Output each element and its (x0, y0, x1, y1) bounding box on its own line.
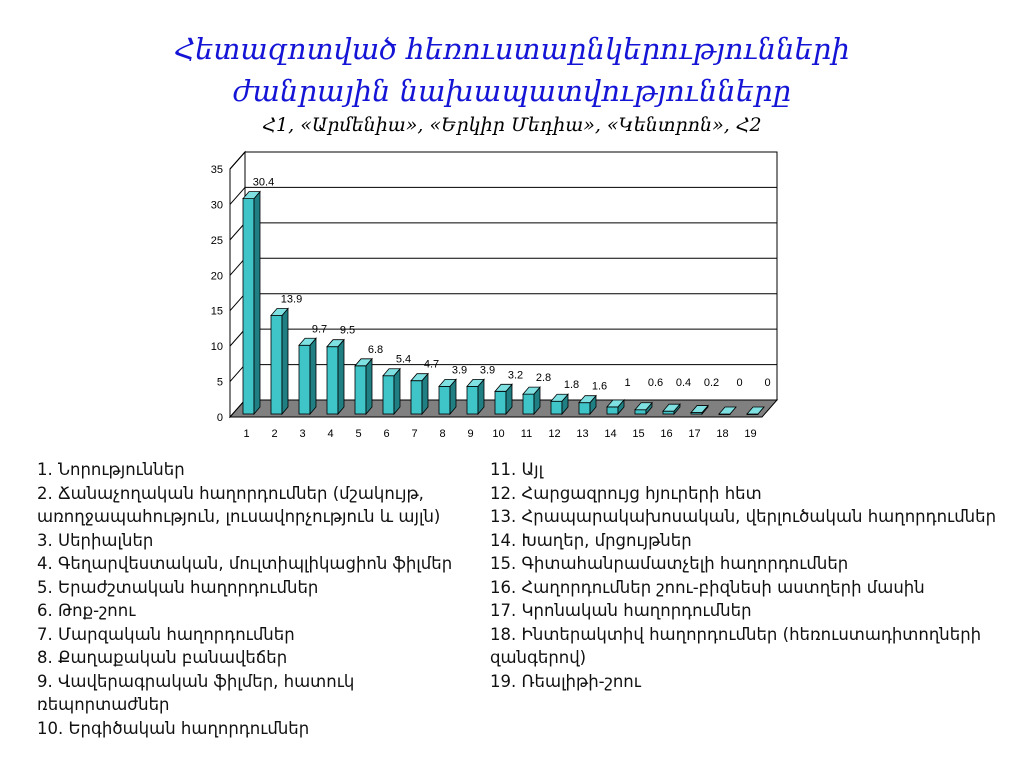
bar (411, 381, 422, 414)
data-label: 4.7 (423, 358, 440, 371)
data-label: 0.6 (647, 377, 664, 389)
x-tick-label: 7 (411, 428, 418, 440)
bar (327, 347, 338, 414)
data-label: 9.7 (311, 323, 328, 336)
legend-item: 17. Կրոնական հաղորդումներ (490, 601, 752, 620)
bar (271, 316, 282, 414)
data-label: 1.6 (591, 380, 608, 393)
data-label: 3.9 (451, 364, 468, 377)
chart-title-line-2: ժանրային նախապատվությունները (232, 74, 792, 108)
x-tick-label: 5 (355, 428, 362, 440)
legend-item: 1. Նորություններ (37, 460, 185, 479)
legend-item: 9. Վավերագրական ֆիլմեր, հատուկ ռեպորտաժներ (37, 671, 355, 714)
y-tick-label: 30 (210, 199, 223, 212)
data-label: 0 (764, 377, 771, 389)
x-tick-label: 2 (271, 428, 278, 440)
data-label: 30.4 (252, 176, 275, 189)
bar (439, 386, 450, 414)
y-tick-label: 25 (210, 234, 223, 247)
x-tick-label: 9 (467, 428, 474, 440)
legend-item: 5. Երաժշտական հաղորդումներ (37, 577, 319, 597)
legend-item: 2. Ճանաչողական հաղորդումներ (մշակույթ, առողջապահություն, լուսավորչություն և այլն) (37, 483, 441, 526)
data-label: 13.9 (280, 293, 303, 306)
x-tick-label: 16 (660, 428, 673, 440)
x-tick-label: 18 (716, 428, 729, 440)
legend-item: 18. Ինտերակտիվ հաղորդումներ (հեռուստադիտողների զանգերով) (490, 624, 982, 667)
plot-back-wall (245, 152, 777, 400)
legend-item: 11. Այլ (490, 460, 544, 479)
x-tick-label: 13 (576, 428, 589, 440)
x-tick-label: 19 (744, 428, 757, 440)
data-label: 9.5 (339, 324, 356, 337)
y-tick-label: 35 (210, 164, 223, 176)
x-tick-label: 4 (327, 428, 334, 440)
bar-side (282, 309, 288, 414)
data-label: 2.8 (535, 372, 552, 385)
bar (243, 199, 254, 414)
x-tick-label: 6 (383, 428, 390, 440)
bar (607, 407, 618, 414)
data-label: 0.4 (675, 377, 692, 389)
bar (579, 403, 590, 414)
x-tick-label: 11 (520, 428, 533, 440)
bar-side (254, 192, 260, 414)
data-label: 0.2 (703, 377, 720, 389)
chart-title-line-1: Հետազոտված հեռուստաընկերությունների (174, 32, 850, 66)
data-label: 0 (736, 377, 743, 389)
x-tick-label: 15 (632, 428, 645, 440)
x-tick-label: 10 (492, 428, 505, 440)
y-tick-label: 15 (210, 305, 223, 318)
x-tick-label: 17 (688, 428, 701, 440)
bar (663, 411, 674, 414)
bar (551, 401, 562, 414)
y-tick-label: 5 (216, 376, 223, 389)
data-label: 1.8 (563, 379, 580, 392)
data-label: 3.2 (507, 369, 524, 382)
chart-subtitle: Հ1, «Արմենիա», «Երկիր Մեդիա», «Կենտրոն», Հ2 (262, 114, 762, 136)
x-tick-label: 14 (604, 428, 617, 440)
legend-item: 15. Գիտահանրամատչելի հաղորդումներ (490, 554, 849, 573)
data-label: 3.9 (479, 364, 496, 377)
legend-right (490, 458, 1010, 693)
bar (495, 391, 506, 414)
bar (635, 410, 646, 414)
bar-side (338, 340, 344, 414)
bar-side (366, 359, 372, 414)
legend-item: 10. Երգիծական հաղորդումներ (37, 718, 310, 738)
y-tick-label: 10 (210, 341, 223, 354)
legend-item: 7. Մարզական հաղորդումներ (37, 624, 295, 644)
bar-side (394, 369, 400, 414)
data-label: 5.4 (395, 353, 412, 366)
bar-side (310, 338, 316, 414)
x-tick-label: 12 (548, 428, 561, 440)
legend-item: 16. Հաղորդումներ շոու-բիզնեսի աստղերի մասին (490, 577, 925, 597)
legend-item: 8. Քաղաքական բանավեճեր (37, 648, 288, 667)
legend-item: 14. Խաղեր, մրցույթներ (490, 530, 692, 550)
legend-left (37, 458, 477, 740)
bar (523, 394, 534, 414)
x-tick-label: 3 (299, 428, 306, 440)
bar (355, 366, 366, 414)
legend-item: 3. Սերիալներ (37, 530, 154, 550)
legend-item: 13. Հրապարակախոսական, վերլուծական հաղորդումներ (490, 507, 997, 526)
bar (383, 376, 394, 414)
legend-item: 6. Թոք-շոու (37, 601, 136, 620)
bar-chart (200, 150, 790, 450)
x-tick-label: 8 (439, 428, 446, 440)
data-label: 1 (624, 377, 631, 389)
legend-item: 19. Ռեալիթի-շոու (490, 671, 641, 691)
legend-item: 12. Հարցազրույց հյուրերի հետ (490, 483, 762, 503)
y-tick-label: 20 (210, 270, 223, 283)
bar (299, 345, 310, 414)
x-tick-label: 1 (243, 428, 250, 440)
y-tick-label: 0 (216, 412, 223, 424)
legend-item: 4. Գեղարվեստական, մուլտիպլիկացիոն ֆիլմեր (37, 554, 453, 573)
bar (467, 386, 478, 414)
data-label: 6.8 (367, 343, 384, 356)
